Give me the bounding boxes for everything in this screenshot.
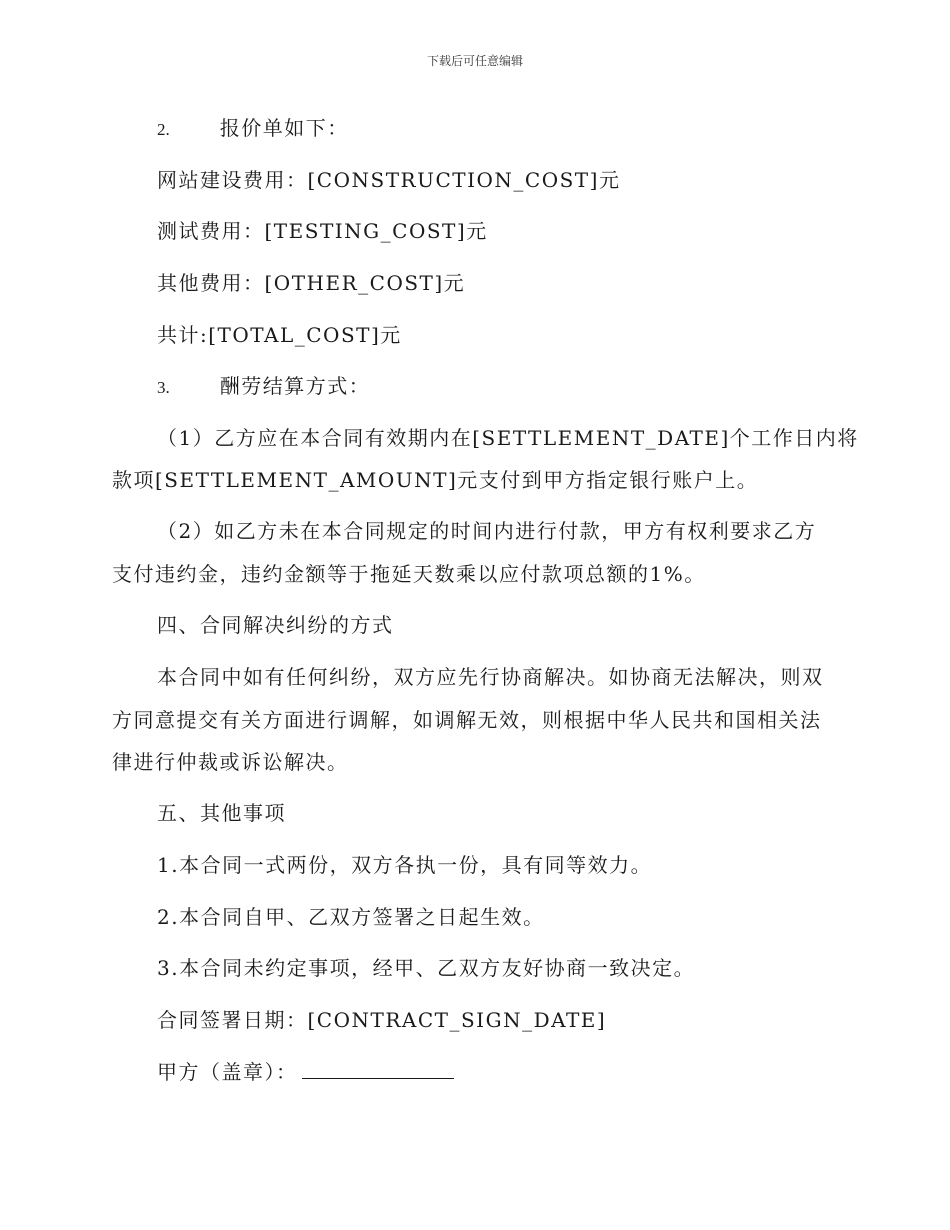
payment-clause-1-line-2: 款项[SETTLEMENT_AMOUNT]元支付到甲方指定银行账户上。 xyxy=(112,468,759,492)
construction-cost-line: 网站建设费用：[CONSTRUCTION_COST]元 xyxy=(157,168,621,192)
payment-title: 酬劳结算方式： xyxy=(219,374,371,398)
page-header: 下载后可任意编辑 xyxy=(426,54,523,68)
quote-number: 2. xyxy=(157,120,170,139)
quote-heading xyxy=(157,118,349,138)
party-a-signature-line xyxy=(157,1062,454,1082)
contract-sign-date: 合同签署日期：[CONTRACT_SIGN_DATE] xyxy=(157,1008,607,1032)
party-a-label: 甲方（盖章）： xyxy=(157,1060,298,1084)
party-a-blank xyxy=(302,1062,454,1079)
payment-clause-1-line-1: （1）乙方应在本合同有效期内在[SETTLEMENT_DATE]个工作日内将 xyxy=(157,426,859,450)
other-matters-item-1: 1.本合同一式两份，双方各执一份，具有同等效力。 xyxy=(157,853,653,877)
payment-clause-2-line-1: （2）如乙方未在本合同规定的时间内进行付款，甲方有权利要求乙方 xyxy=(157,519,817,543)
dispute-line-2: 方同意提交有关方面进行调解，如调解无效，则根据中华人民共和国相关法 xyxy=(112,708,822,732)
other-matters-item-3: 3.本合同未约定事项，经甲、乙双方友好协商一致决定。 xyxy=(157,956,696,980)
dispute-line-1: 本合同中如有任何纠纷，双方应先行协商解决。如协商无法解决，则双 xyxy=(157,665,824,689)
payment-heading xyxy=(157,376,370,396)
quote-title: 报价单如下： xyxy=(219,116,349,140)
payment-clause-2-line-2: 支付违约金，违约金额等于拖延天数乘以应付款项总额的1%。 xyxy=(112,562,706,586)
other-matters-heading: 五、其他事项 xyxy=(157,801,286,825)
dispute-line-3: 律进行仲裁或诉讼解决。 xyxy=(112,750,349,774)
other-matters-item-2: 2.本合同自甲、乙双方签署之日起生效。 xyxy=(157,905,545,929)
dispute-heading: 四、合同解决纠纷的方式 xyxy=(157,613,394,637)
payment-number: 3. xyxy=(157,378,170,397)
total-cost-line: 共计:[TOTAL_COST]元 xyxy=(157,323,402,347)
other-cost-line: 其他费用：[OTHER_COST]元 xyxy=(157,271,466,295)
testing-cost-line: 测试费用：[TESTING_COST]元 xyxy=(157,219,488,243)
